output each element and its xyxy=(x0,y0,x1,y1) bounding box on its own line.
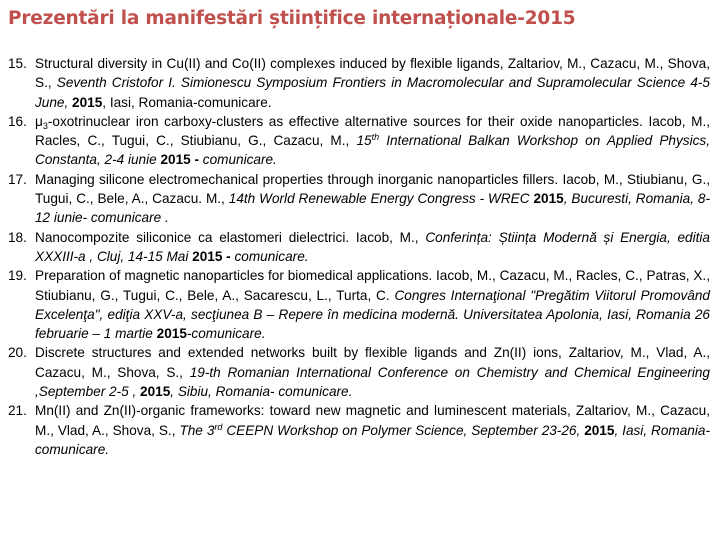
item-year: 2015 xyxy=(584,422,615,438)
item-authors: Discrete structures and extended networks built by flexible ligands and Zn(II) ions, Zaltariov, M., Vlad, A., Cazacu, M., Shova, S., xyxy=(35,345,710,380)
item-type: comunicare. xyxy=(234,248,309,264)
venue-name: International Balkan Workshop on Applied Physics, Constanta, 2-4 iunie xyxy=(35,133,710,168)
item-number: 16. xyxy=(8,113,27,129)
item-authors: Structural diversity in Cu(II) and Co(II) complexes induced by flexible ligands, Zaltariov, M., Cazacu, M., Shova, S., xyxy=(35,56,710,91)
item-authors: Preparation of magnetic nanoparticles for biomedical applications. Iacob, M., Cazacu, M., Racles, C., Patras, X., Stiubianu, G., Tugui, C., Bele, A., Sacarescu, L., Turta, C. xyxy=(35,268,710,303)
item-venue: 19-th Romanian International Conference on Chemistry and Chemical Engineering ,September 2-5 , xyxy=(35,364,710,400)
list-item-20 xyxy=(8,343,710,401)
item-venue: Conferința: Știința Modernă și Energia, editia XXXIII-a , Cluj, 14-15 Mai xyxy=(35,229,710,264)
item-venue xyxy=(179,423,580,438)
item-number: 15. xyxy=(8,56,27,71)
item-number: 20. xyxy=(8,345,27,361)
item-type: -comunicare. xyxy=(186,326,266,342)
item-location: , Iasi, Romania- comunicare. xyxy=(35,422,710,457)
item-year: 2015 - xyxy=(192,248,231,264)
item-authors: Managing silicone electromechanical properties through inorganic nanoparticles fillers. Iacob, M., Stiubianu, G., Tugui, C., Bele, A., Cazacu. M., xyxy=(35,171,710,207)
list-item-18 xyxy=(8,228,710,267)
venue-ordinal: 15 xyxy=(356,133,372,149)
item-year: 2015 xyxy=(72,94,103,110)
mu-symbol: μ xyxy=(35,113,43,129)
item-year: 2015 xyxy=(156,326,187,342)
item-location: , Iasi, Romania-comunicare. xyxy=(102,94,272,110)
item-venue: Seventh Cristofor I. Simionescu Symposium Frontiers in Macromolecular and Supramolecular Science 4-5 June, xyxy=(35,75,710,110)
item-year: 2015 xyxy=(140,384,171,400)
page-title: Prezentări la manifestări științifice internaționale-2015 xyxy=(8,8,576,29)
list-item-16 xyxy=(8,112,710,170)
item-number: 19. xyxy=(8,268,27,284)
list-item-21 xyxy=(8,401,710,459)
publication-list xyxy=(8,54,710,459)
item-year: 2015 - xyxy=(160,152,199,168)
item-authors: Nanocompozite siliconice ca elastomeri dielectrici. Iacob, M., xyxy=(35,229,419,245)
item-venue: 14th World Renewable Energy Congress - WREC xyxy=(228,191,530,207)
list-item-19 xyxy=(8,266,710,343)
item-number: 21. xyxy=(8,403,27,419)
item-authors: Mn(II) and Zn(II)-organic frameworks: toward new magnetic and luminescent materials, Zaltariov, M., Cazacu, M., Vlad, A., Shova, S., xyxy=(35,403,710,438)
venue-ordinal: The 3 xyxy=(179,422,215,438)
item-type: comunicare. xyxy=(202,152,277,168)
item-location: , Bucuresti, Romania, 8-12 iunie- comunicare . xyxy=(35,191,710,226)
subscript: 3 xyxy=(42,120,48,131)
item-number: 17. xyxy=(8,171,27,187)
item-authors: -oxotrinuclear iron carboxy-clusters as effective alternative sources for their oxide nanoparticles. Iacob, M., Racles, C., Tugui, C., Stiubianu, G., Cazacu, M., xyxy=(35,113,710,149)
item-location: , Sibiu, Romania- comunicare. xyxy=(170,384,353,400)
venue-name: CEEPN Workshop on Polymer Science, September 23-26, xyxy=(226,422,581,438)
superscript: rd xyxy=(214,421,223,432)
item-number: 18. xyxy=(8,229,27,245)
item-venue: Congres Internaţional "Pregătim Viitorul Promovând Excelenţa", ediţia XXV-a, secţiunea B – Repere în medicina modernă. Universitatea Apolonia, Iasi, Romania 26 februarie – 1 martie xyxy=(35,287,710,342)
superscript: th xyxy=(371,132,380,143)
list-item-15 xyxy=(8,54,710,112)
list-item-17 xyxy=(8,170,710,228)
item-year: 2015 xyxy=(533,191,564,207)
